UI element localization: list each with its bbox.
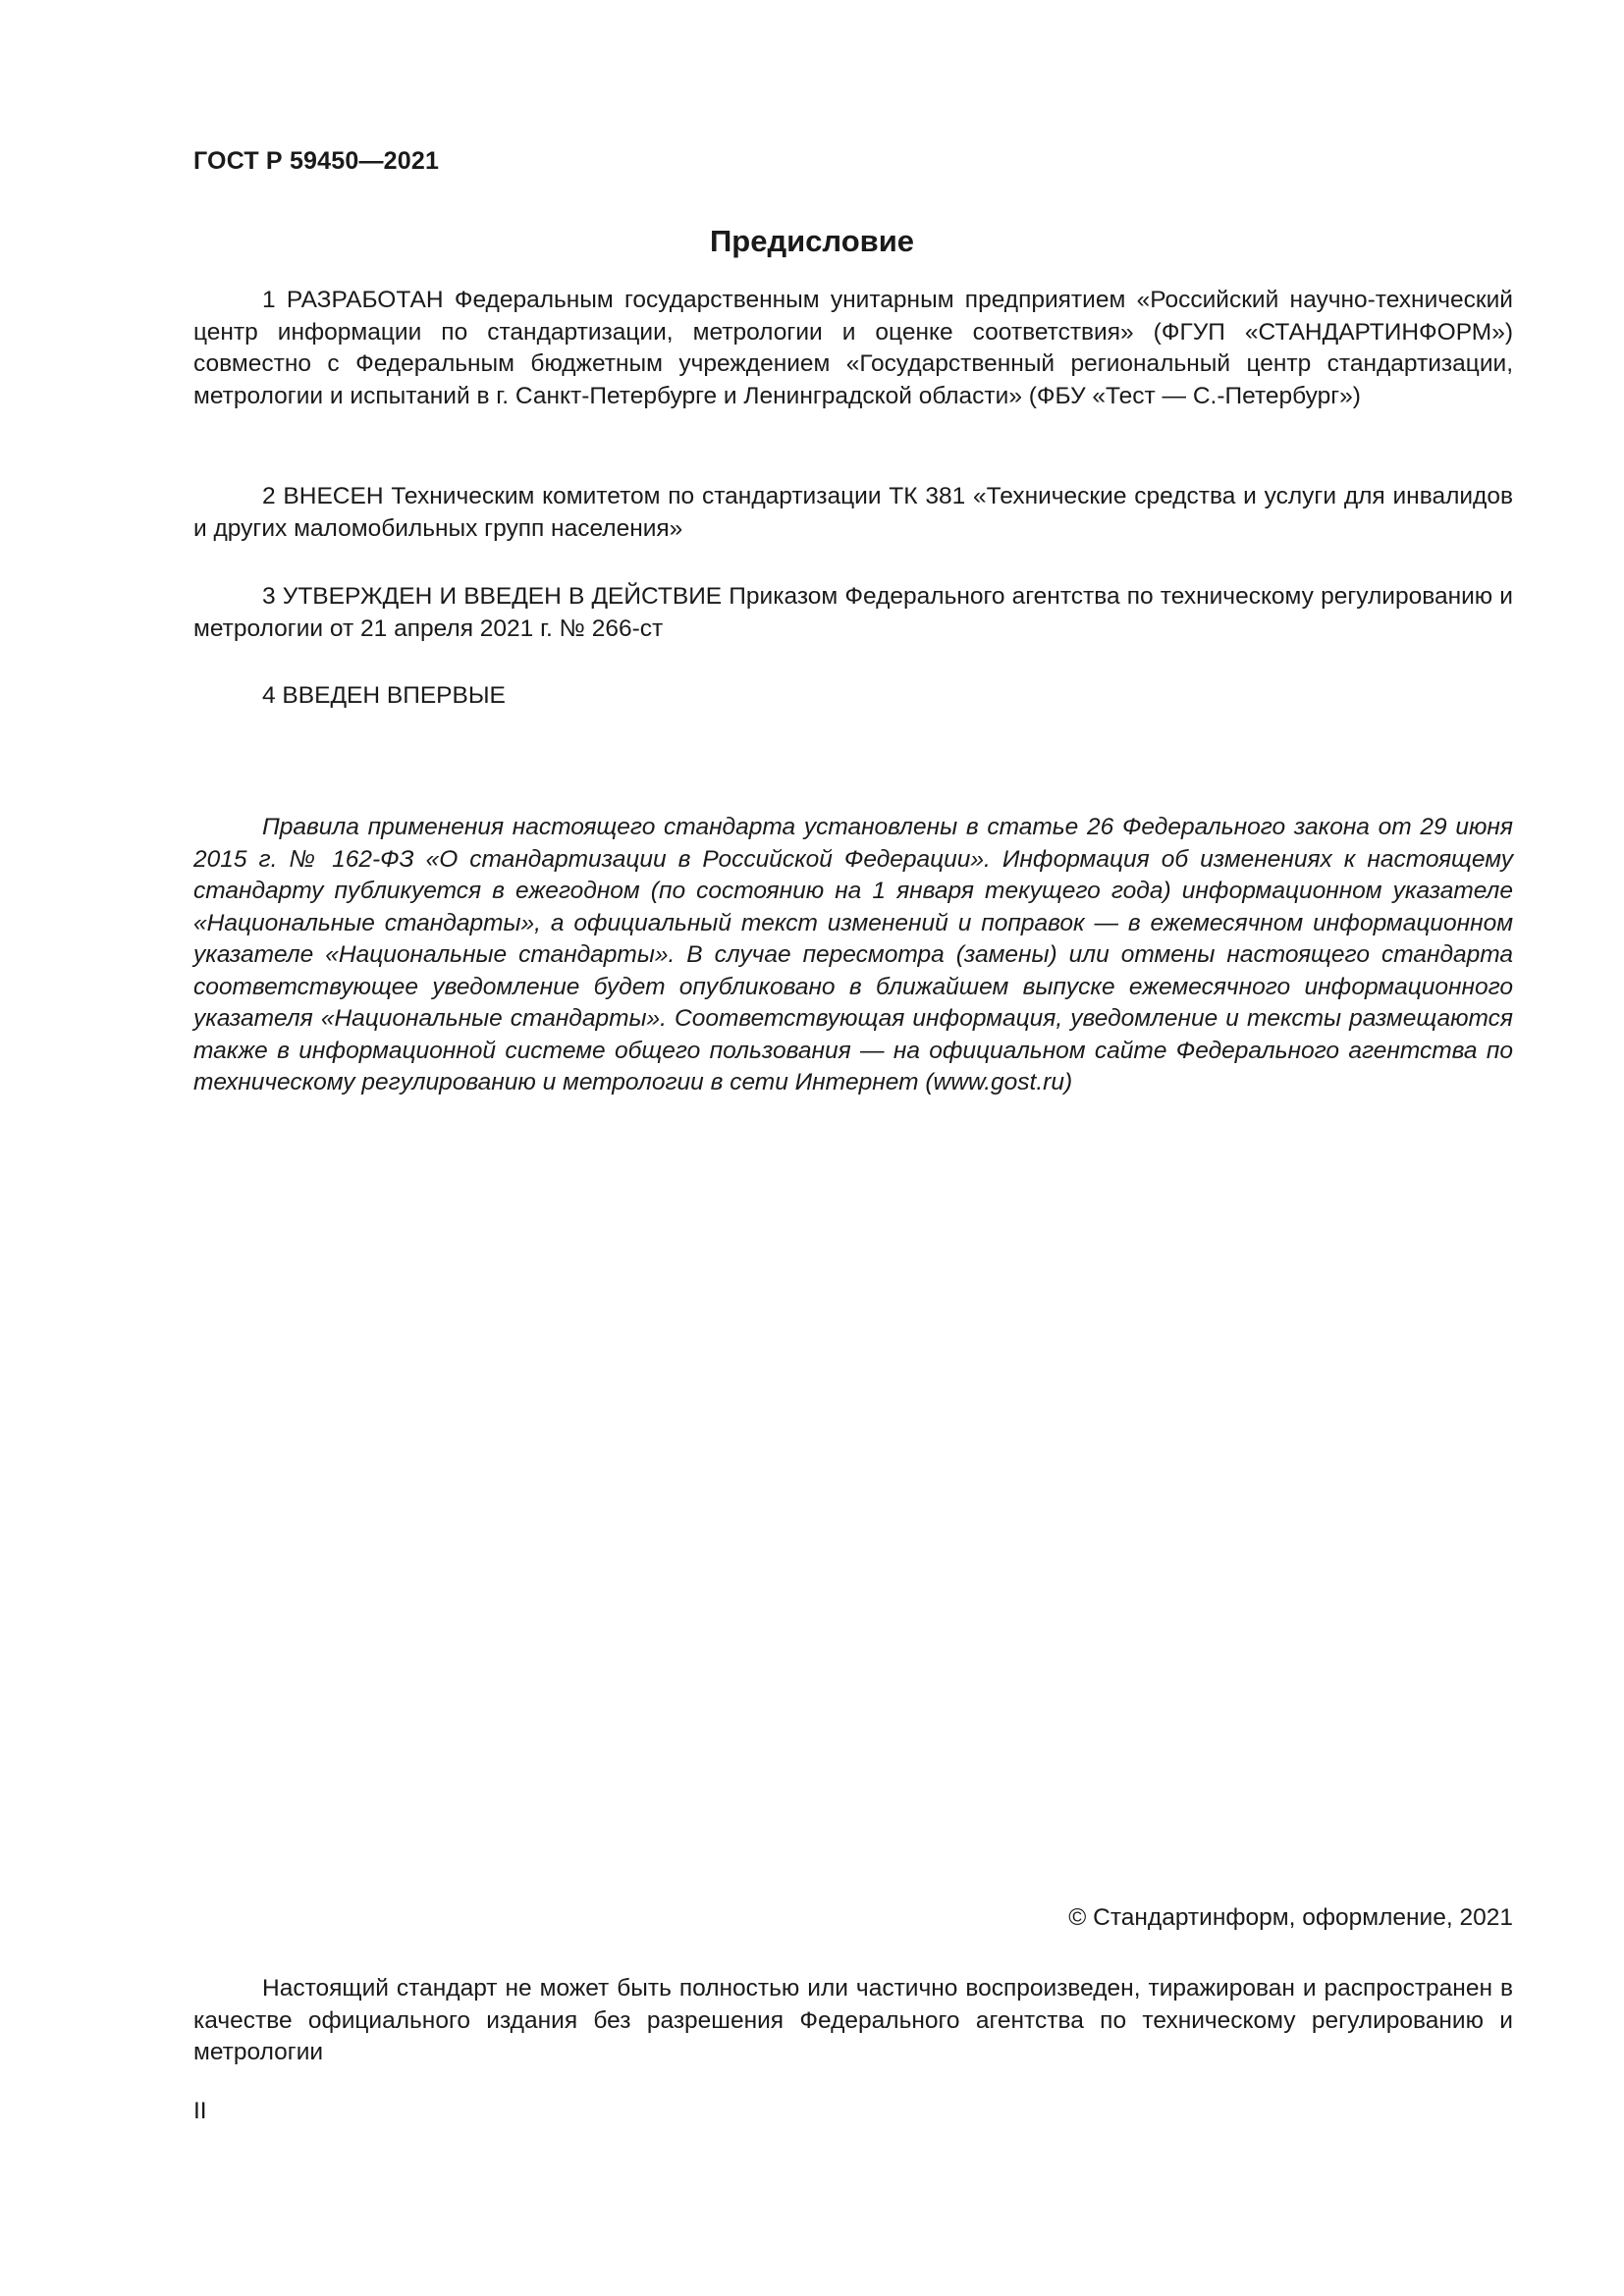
preface-item-submitted: 2 ВНЕСЕН Техническим комитетом по стандартизации ТК 381 «Технические средства и услуги для инвалидов и других маломобильных групп населения» <box>193 483 1513 542</box>
application-rules-notice: Правила применения настоящего стандарта установлены в статье 26 Федерального закона от 29 июня 2015 г. № 162-ФЗ «О стандартизации в Российской Федерации». Информация об изменениях к настоящему стандарту публикуется в ежегодном (по состоянию на 1 января текущего года) информационном указателе «Национальные стандарты», а официальный текст изменений и поправок — в ежемесячном информационном указателе «Национальные стандарты». В случае пересмотра (замены) или отмены настоящего стандарта соответствующее уведомление будет опубликовано в ближайшем выпуске ежемесячного информационного указателя «Национальные стандарты». Соответствующая информация, уведомление и тексты размещаются также в информационной системе общего пользования — на официальном сайте Федерального агентства по техническому регулированию и метрологии в сети Интернет (www.gost.ru) <box>193 814 1513 1095</box>
page-title: Предисловие <box>709 224 914 258</box>
preface-item-first-introduced: 4 ВВЕДЕН ВПЕРВЫЕ <box>262 682 506 709</box>
reproduction-rights-notice: Настоящий стандарт не может быть полностью или частично воспроизведен, тиражирован и распространен в качестве официального издания без разрешения Федерального агентства по техническому регулированию и метрологии <box>193 1975 1513 2065</box>
copyright-line: © Стандартинформ, оформление, 2021 <box>1068 1904 1513 1931</box>
preface-item-developed: 1 РАЗРАБОТАН Федеральным государственным унитарным предприятием «Российский научно-технический центр информации по стандартизации, метрологии и оценке соответствия» (ФГУП «СТАНДАРТИНФОРМ») совместно с Федеральным бюджетным учреждением «Государственный региональный центр стандартизации, метрологии и испытаний в г. Санкт-Петербурге и Ленинградской области» (ФБУ «Тест — С.-Петербург») <box>193 287 1513 409</box>
document-code: ГОСТ Р 59450—2021 <box>193 147 440 175</box>
preface-item-approved: 3 УТВЕРЖДЕН И ВВЕДЕН В ДЕЙСТВИЕ Приказом Федерального агентства по техническому регулированию и метрологии от 21 апреля 2021 г. № 266-ст <box>193 583 1513 642</box>
page-number: II <box>193 2098 207 2124</box>
